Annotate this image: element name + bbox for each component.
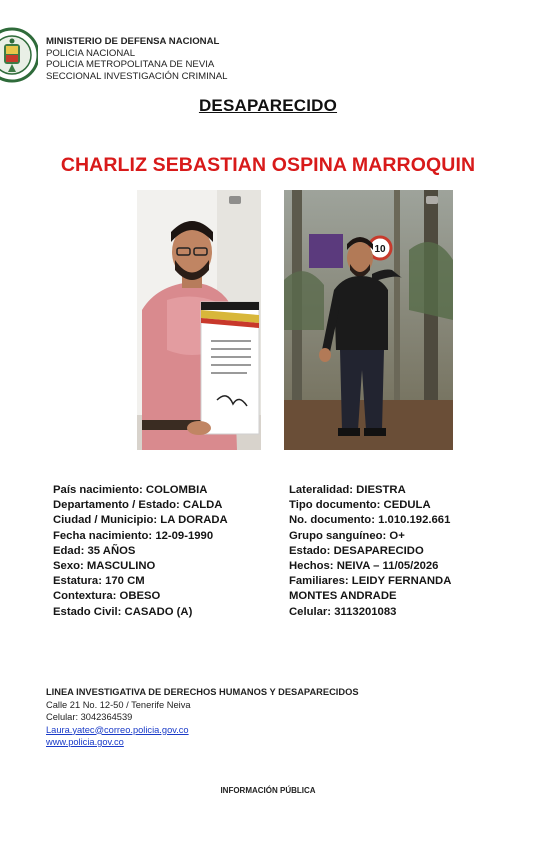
contact-address: Calle 21 No. 12-50 / Tenerife Neiva (46, 699, 191, 710)
document-type: Tipo documento: CEDULA (289, 499, 431, 512)
contact-phone-number: Celular: 3042364539 (46, 712, 133, 722)
blood-type: Grupo sanguíneo: O+ (289, 529, 405, 542)
birth-country: País nacimiento: COLOMBIA (53, 484, 208, 496)
relatives-continued: MONTES ANDRADE (289, 590, 397, 603)
birth-date: Fecha nacimiento: 12-09-1990 (53, 529, 214, 542)
police-emblem-logo (0, 24, 38, 86)
contact-block (46, 686, 359, 749)
missing-person-name: CHARLIZ SEBASTIAN OSPINA MARROQUIN (60, 154, 476, 176)
metropolitan-police-name: POLICIA METROPOLITANA DE NEVIA (46, 59, 215, 70)
public-information-footer: INFORMACIÓN PÚBLICA (220, 786, 316, 795)
contact-title: LINEA INVESTIGATIVA DE DERECHOS HUMANOS Y DESAPARECIDOS (46, 687, 359, 697)
city-municipality: Ciudad / Municipio: LA DORADA (53, 514, 228, 527)
criminal-investigation-section: SECCIONAL INVESTIGACIÓN CRIMINAL (46, 70, 228, 82)
build: Contextura: OBESO (53, 590, 161, 603)
contact-email-link[interactable]: Laura.yatec@correo.policia.gov.co (46, 724, 189, 735)
police-name: POLICIA NACIONAL (46, 47, 136, 59)
document-number: No. documento: 1.010.192.661 (289, 514, 451, 527)
sex: Sexo: MASCULINO (53, 560, 156, 573)
department-state: Departamento / Estado: CALDA (53, 499, 223, 512)
website-link[interactable]: www.policia.gov.co (46, 737, 124, 747)
age: Edad: 35 AÑOS (53, 544, 136, 557)
page-title: DESAPARECIDO (198, 96, 338, 115)
ministry-name: MINISTERIO DE DEFENSA NACIONAL (46, 36, 220, 47)
incident: Hechos: NEIVA – 11/05/2026 (289, 560, 439, 573)
laterality: Lateralidad: DIESTRA (289, 484, 406, 496)
relatives: Familiares: LEIDY FERNANDA (289, 575, 452, 588)
status: Estado: DESAPARECIDO (289, 544, 424, 557)
photo-in-forest (284, 190, 453, 450)
speed-sign-number: 10 (374, 244, 386, 255)
personal-details-left (53, 483, 228, 620)
height: Estatura: 170 CM (53, 575, 145, 588)
contact-phone: Celular: 3113201083 (289, 605, 397, 618)
personal-details-right (289, 483, 451, 620)
civil-status: Estado Civil: CASADO (A) (53, 605, 193, 618)
agency-header (46, 36, 227, 82)
photo-holding-certificate (137, 190, 261, 450)
